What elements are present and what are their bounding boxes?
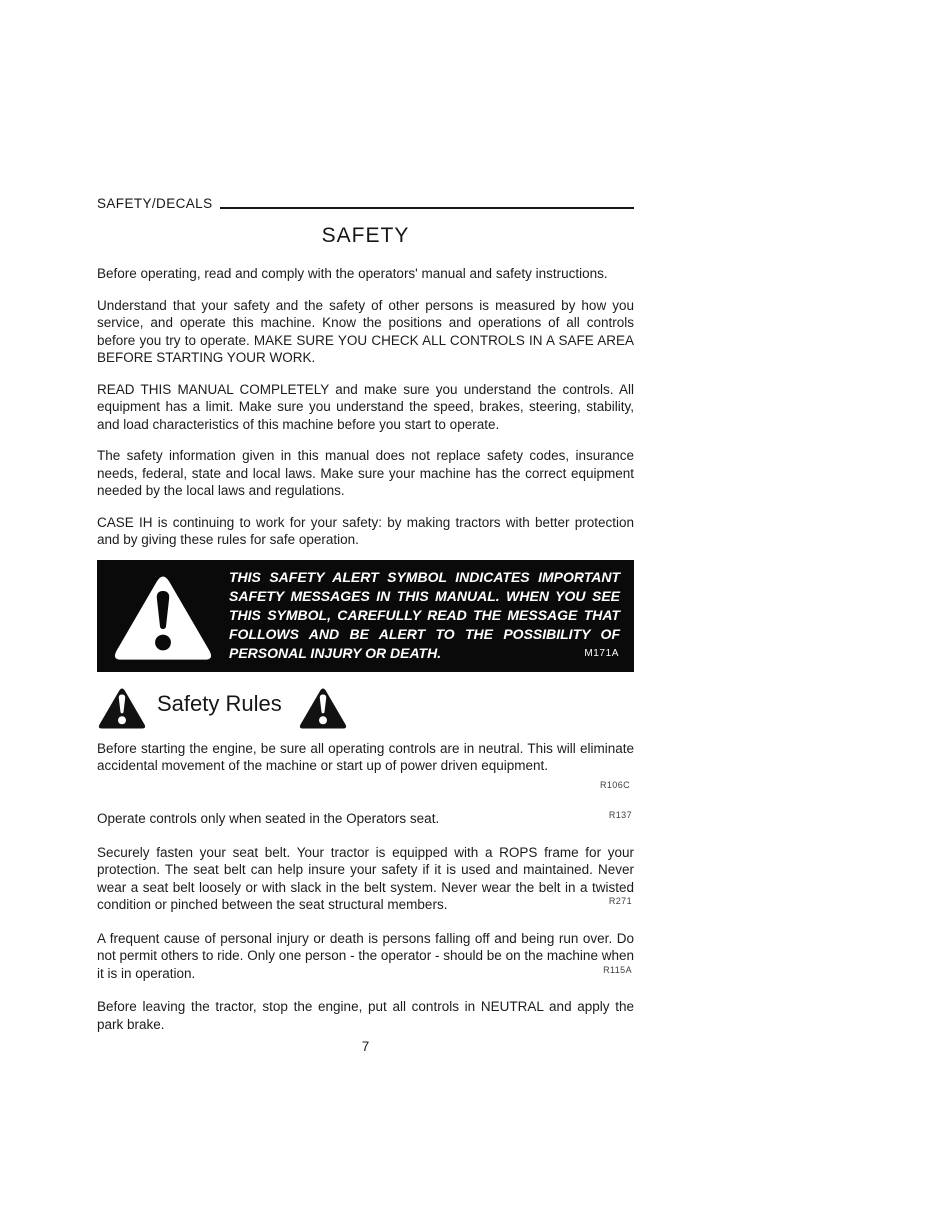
rule-paragraph	[97, 998, 634, 1033]
page-content-column	[97, 196, 634, 1054]
rule-paragraph	[97, 740, 634, 795]
safety-alert-triangle-icon	[298, 685, 348, 730]
intro-paragraph: CASE IH is continuing to work for your safety: by making tractors with better protection and by giving these rules for safe operation.	[97, 514, 634, 547]
safety-rules-heading-label: Safety Rules	[157, 691, 282, 716]
rule-text: Securely fasten your seat belt. Your tractor is equipped with a ROPS frame for your protection. The seat belt can help insure your safety if it is used and maintained. Never wear a seat belt loosely or with slack in the belt system. Never wear the belt in a twisted condition or pinched between the seat structural members.	[97, 844, 634, 912]
rule-text: Operate controls only when seated in the Operators seat.	[97, 811, 440, 826]
rule-ref-code: R115A	[603, 964, 632, 975]
intro-paragraph: The safety information given in this manual does not replace safety codes, insurance needs, federal, state and local laws. Make sure your machine has the correct equipment needed by the local laws and regulations.	[97, 448, 634, 498]
safety-alert-triangle-icon	[97, 685, 147, 730]
rule-paragraph	[97, 810, 634, 828]
rule-paragraph	[97, 844, 634, 914]
alert-box-ref-code: M171A	[584, 647, 619, 659]
rule-ref-code: R271	[608, 896, 632, 906]
rule-text: A frequent cause of personal injury or death is persons falling off and being run over. Do not permit others to ride. Only one person - the operator - should be on the machine when it is in operation.	[97, 930, 634, 981]
page-number: 7	[361, 1039, 370, 1054]
rule-text: Before leaving the tractor, stop the engine, put all controls in NEUTRAL and apply the park brake.	[97, 999, 634, 1032]
intro-paragraph: Understand that your safety and the safety of other persons is measured by how you service, and operate this machine. Know the positions and operations of all controls before you try to operate. MAKE SURE YOU CHECK ALL CONTROLS IN A SAFE AREA BEFORE STARTING YOUR WORK.	[97, 297, 634, 365]
rule-text: Before starting the engine, be sure all operating controls are in neutral. This will eliminate accidental movement of the machine or start up of power driven equipment.	[97, 740, 634, 773]
rule-ref-code: R137	[608, 810, 632, 820]
section-header-label: SAFETY/DECALS	[97, 196, 213, 211]
alert-box-text: THIS SAFETY ALERT SYMBOL INDICATES IMPORTANT SAFETY MESSAGES IN THIS MANUAL. WHEN YOU SEE THIS SYMBOL, CAREFULLY READ THE MESSAGE THAT FOLLOWS AND BE ALERT TO THE POSSIBILITY OF PERSONAL INJURY OR DEATH.	[229, 569, 620, 661]
rule-paragraph	[97, 930, 634, 983]
intro-paragraph: Before operating, read and comply with the operators' manual and safety instructions.	[97, 266, 608, 281]
rule-ref-code: R106C	[599, 779, 630, 790]
intro-paragraph: READ THIS MANUAL COMPLETELY and make sure you understand the controls. All equipment has a limit. Make sure you understand the speed, brakes, steering, stability, and load characteristics of this machine before you start to operate.	[97, 381, 634, 432]
safety-alert-triangle-icon	[111, 569, 215, 663]
page-title: SAFETY	[321, 224, 410, 247]
safety-rules-heading	[97, 685, 634, 730]
safety-alert-box	[97, 560, 634, 672]
section-header	[97, 196, 634, 211]
header-rule-line	[220, 207, 634, 209]
safety-alert-triangle-icon	[97, 569, 229, 663]
